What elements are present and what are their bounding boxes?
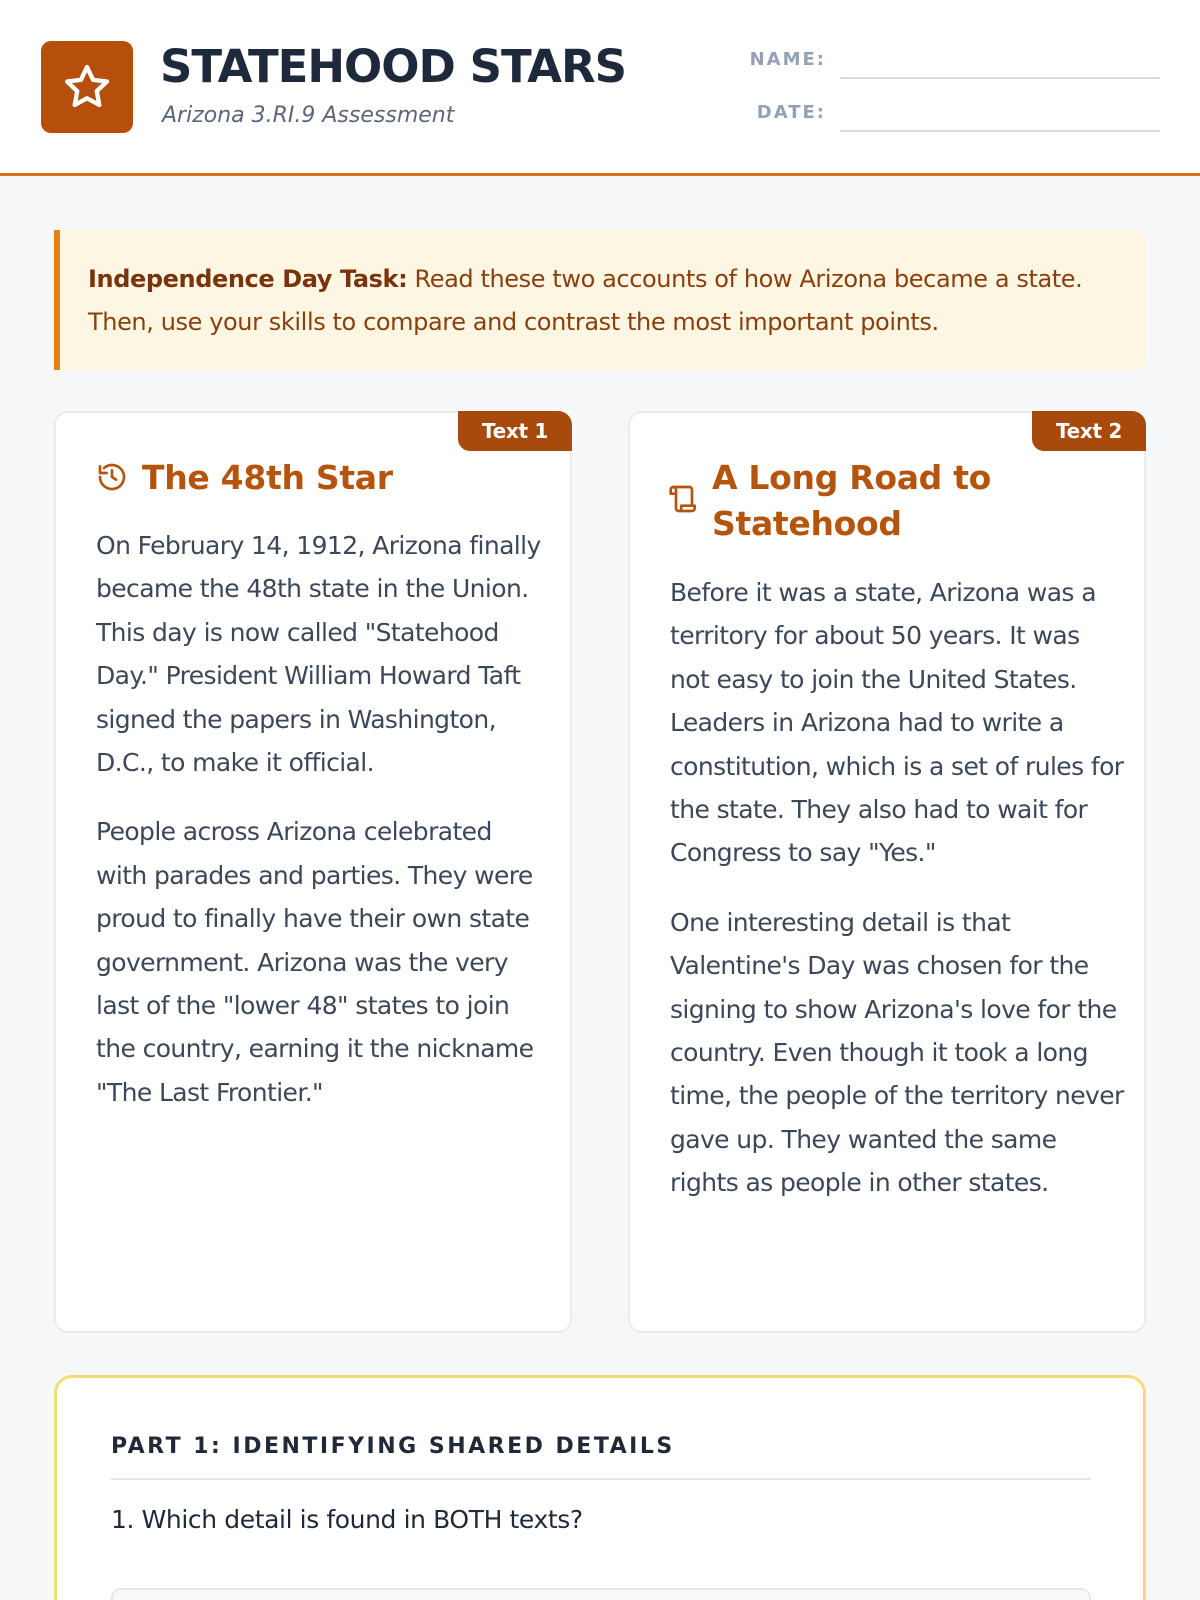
question-1: 1. Which detail is found in BOTH texts? [111, 1505, 583, 1534]
text-title: A Long Road to Statehood [712, 458, 992, 543]
name-field[interactable] [840, 77, 1160, 79]
answer-option[interactable] [111, 1588, 1091, 1600]
task-callout [54, 230, 1146, 370]
text-body [96, 524, 548, 1114]
part-1-section [54, 1375, 1146, 1600]
text-body [670, 571, 1126, 1205]
text-title: The 48th Star [142, 458, 393, 497]
scroll-icon [668, 483, 700, 515]
star-icon [61, 61, 113, 113]
text-card-2 [628, 411, 1146, 1333]
page-header [0, 0, 1200, 176]
history-icon [96, 461, 128, 493]
task-lead: Independence Day Task: [88, 265, 408, 293]
text-paragraph: People across Arizona celebrated with parades and parties. They were proud to finally have their own state government. Arizona was the very last of the "lower 48" states to join the country, earning it the nickname "The Last Frontier." [96, 817, 534, 1107]
section-divider [111, 1478, 1091, 1480]
date-field[interactable] [840, 130, 1160, 132]
text-paragraph: Before it was a state, Arizona was a territory for about 50 years. It was not easy to join the United States. Leaders in Arizona had to write a constitution, which is a set of rules for the state. They also had to wait for Congress to say "Yes." [670, 578, 1124, 868]
task-text: Read these two accounts of how Arizona became a state. Then, use your skills to compare and contrast the most important points. [88, 265, 1083, 336]
text-card-1 [54, 411, 572, 1333]
text-badge: Text 1 [458, 411, 572, 451]
logo-badge [41, 41, 133, 133]
section-heading: PART 1: IDENTIFYING SHARED DETAILS [111, 1434, 675, 1459]
text-paragraph: On February 14, 1912, Arizona finally became the 48th state in the Union. This day is now called "Statehood Day." President William Howard Taft signed the papers in Washington, D.C., to make it official. [96, 531, 541, 778]
date-label: DATE: [756, 102, 826, 123]
name-label: NAME: [749, 49, 826, 70]
text-paragraph: One interesting detail is that Valentine's Day was chosen for the signing to show Arizona's love for the country. Even though it took a long time, the people of the territory never gave up. They wanted the same rights as people in other states. [670, 907, 1124, 1198]
page-title: STATEHOOD STARS [160, 40, 627, 93]
text-badge: Text 2 [1032, 411, 1146, 451]
page-subtitle: Arizona 3.RI.9 Assessment [162, 103, 455, 128]
